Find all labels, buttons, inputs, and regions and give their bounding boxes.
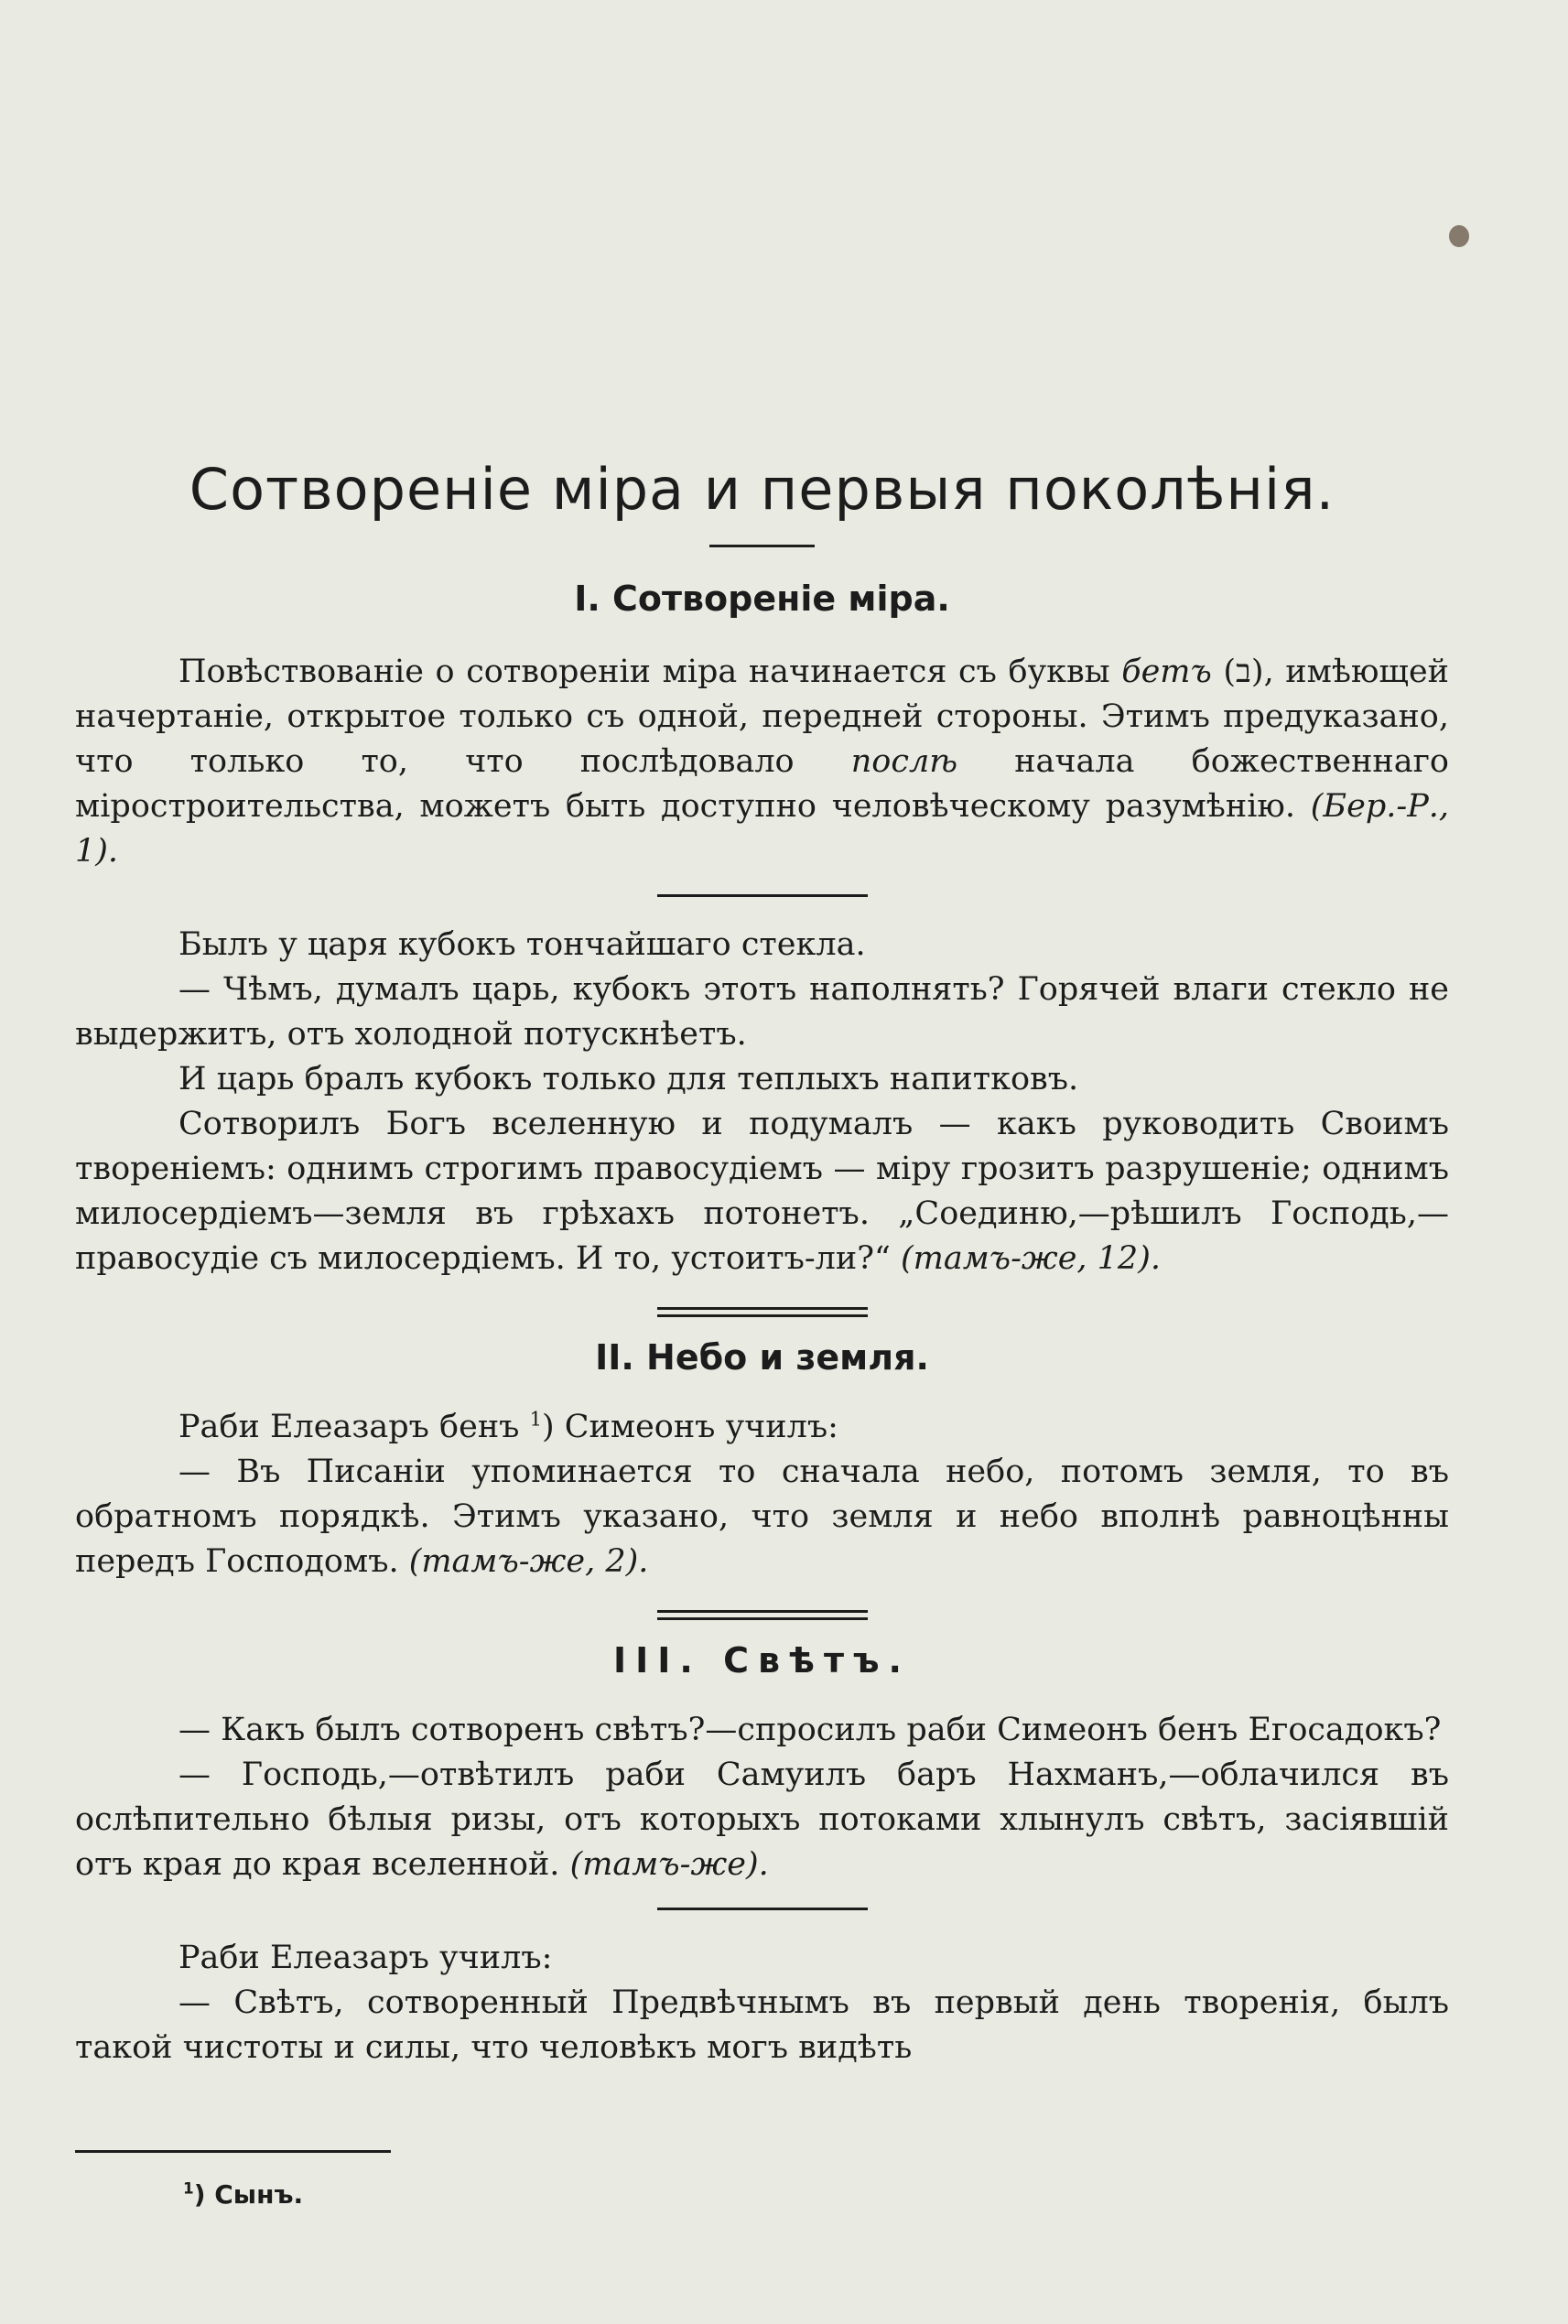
section-divider xyxy=(657,1610,868,1620)
text-run: Раби Елеазаръ бенъ xyxy=(178,1409,530,1445)
page-title: Сотвореніе міра и первыя поколѣнія. xyxy=(189,456,1336,523)
text-run: ) Симеонъ училъ: xyxy=(541,1409,838,1445)
italic-run: послѣ xyxy=(850,743,958,780)
citation: (тамъ-же). xyxy=(569,1846,769,1883)
paragraph-cup xyxy=(75,923,1449,967)
paragraph-divider xyxy=(657,1908,868,1910)
section-heading-creation: I. Сотвореніе міра. xyxy=(574,578,950,619)
text-run: Сотворилъ Богъ вселенную и подумалъ — какъ руководить Своимъ твореніемъ: однимъ строгимъ правосудіемъ — міру грозитъ разрушеніе; однимъ милосердіемъ—земля въ грѣхахъ потонетъ. „Соединю,—рѣшилъ Господь,—правосудіе съ милосердіемъ. И то, устоитъ-ли?“ xyxy=(75,1106,1449,1277)
ink-spot xyxy=(1449,225,1469,247)
text-run: — Свѣтъ, сотворенный Предвѣчнымъ въ первый день творенія, былъ такой чистоты и силы, что человѣкъ могъ видѣть xyxy=(75,1984,1449,2066)
paragraph-first-light xyxy=(75,1981,1449,2070)
paragraph-light-answer xyxy=(75,1753,1449,1887)
text-run: — Чѣмъ, думалъ царь, кубокъ этотъ наполнять? Горячей влаги стекло не выдержитъ, отъ холодной потускнѣетъ. xyxy=(75,971,1449,1053)
footnote-marker: 1 xyxy=(183,2178,194,2198)
paragraph-king-used xyxy=(75,1057,1449,1102)
text-run: И царь бралъ кубокъ только для теплыхъ напитковъ. xyxy=(178,1061,1079,1097)
paragraph-scripture xyxy=(75,1450,1449,1584)
text-run: (ב), имѣющей начертаніе, открытое только съ одной, передней стороны. Этимъ предуказано, что только то, что послѣдовало xyxy=(75,654,1449,780)
citation: (тамъ-же, 12). xyxy=(901,1240,1161,1277)
citation: (тамъ-же, 2). xyxy=(408,1543,649,1580)
paragraph-divider xyxy=(657,894,868,897)
italic-run: бетъ xyxy=(1121,654,1212,690)
title-divider xyxy=(709,545,815,547)
section-heading-heaven-earth: II. Небо и земля. xyxy=(595,1337,929,1378)
text-run: Раби Елеазаръ училъ: xyxy=(178,1940,553,1976)
paragraph-eleazar-taught xyxy=(75,1936,1449,1981)
text-run: начала божественнаго міростроительства, можетъ быть доступно человѣческому разумѣнію. xyxy=(75,743,1449,825)
text-run: Повѣствованіе о сотвореніи міра начинается съ буквы xyxy=(178,654,1122,690)
footnote-reference: 1 xyxy=(529,1408,542,1431)
paragraph-king-thought xyxy=(75,967,1449,1057)
paragraph-eleazar xyxy=(75,1405,1449,1450)
paragraph-light-question xyxy=(75,1708,1449,1753)
text-run: — Въ Писаніи упоминается то сначала небо, потомъ земля, то въ обратномъ порядкѣ. Этимъ указано, что земля и небо вполнѣ равноцѣнны передъ Господомъ. xyxy=(75,1454,1449,1580)
citation: (Бер.-Р., 1). xyxy=(75,788,1449,870)
paragraph-god-created xyxy=(75,1102,1449,1281)
text-run: — Господь,—отвѣтилъ раби Самуилъ баръ Нахманъ,—облачился въ ослѣпительно бѣлыя ризы, отъ которыхъ потоками хлынулъ свѣтъ, засіявшій отъ края до края вселенной. xyxy=(75,1757,1449,1883)
text-run: Былъ у царя кубокъ тончайшаго стекла. xyxy=(178,926,866,963)
footnote-divider xyxy=(75,2150,391,2153)
section-divider xyxy=(657,1307,868,1317)
section-heading-light: III. Свѣтъ. xyxy=(613,1640,911,1681)
footnote-text: ) Сынъ. xyxy=(193,2179,304,2210)
text-run: — Какъ былъ сотворенъ свѣтъ?—спросилъ раби Симеонъ бенъ Егосадокъ? xyxy=(178,1712,1442,1748)
footnote xyxy=(183,2177,303,2213)
paragraph-bet xyxy=(75,650,1449,874)
